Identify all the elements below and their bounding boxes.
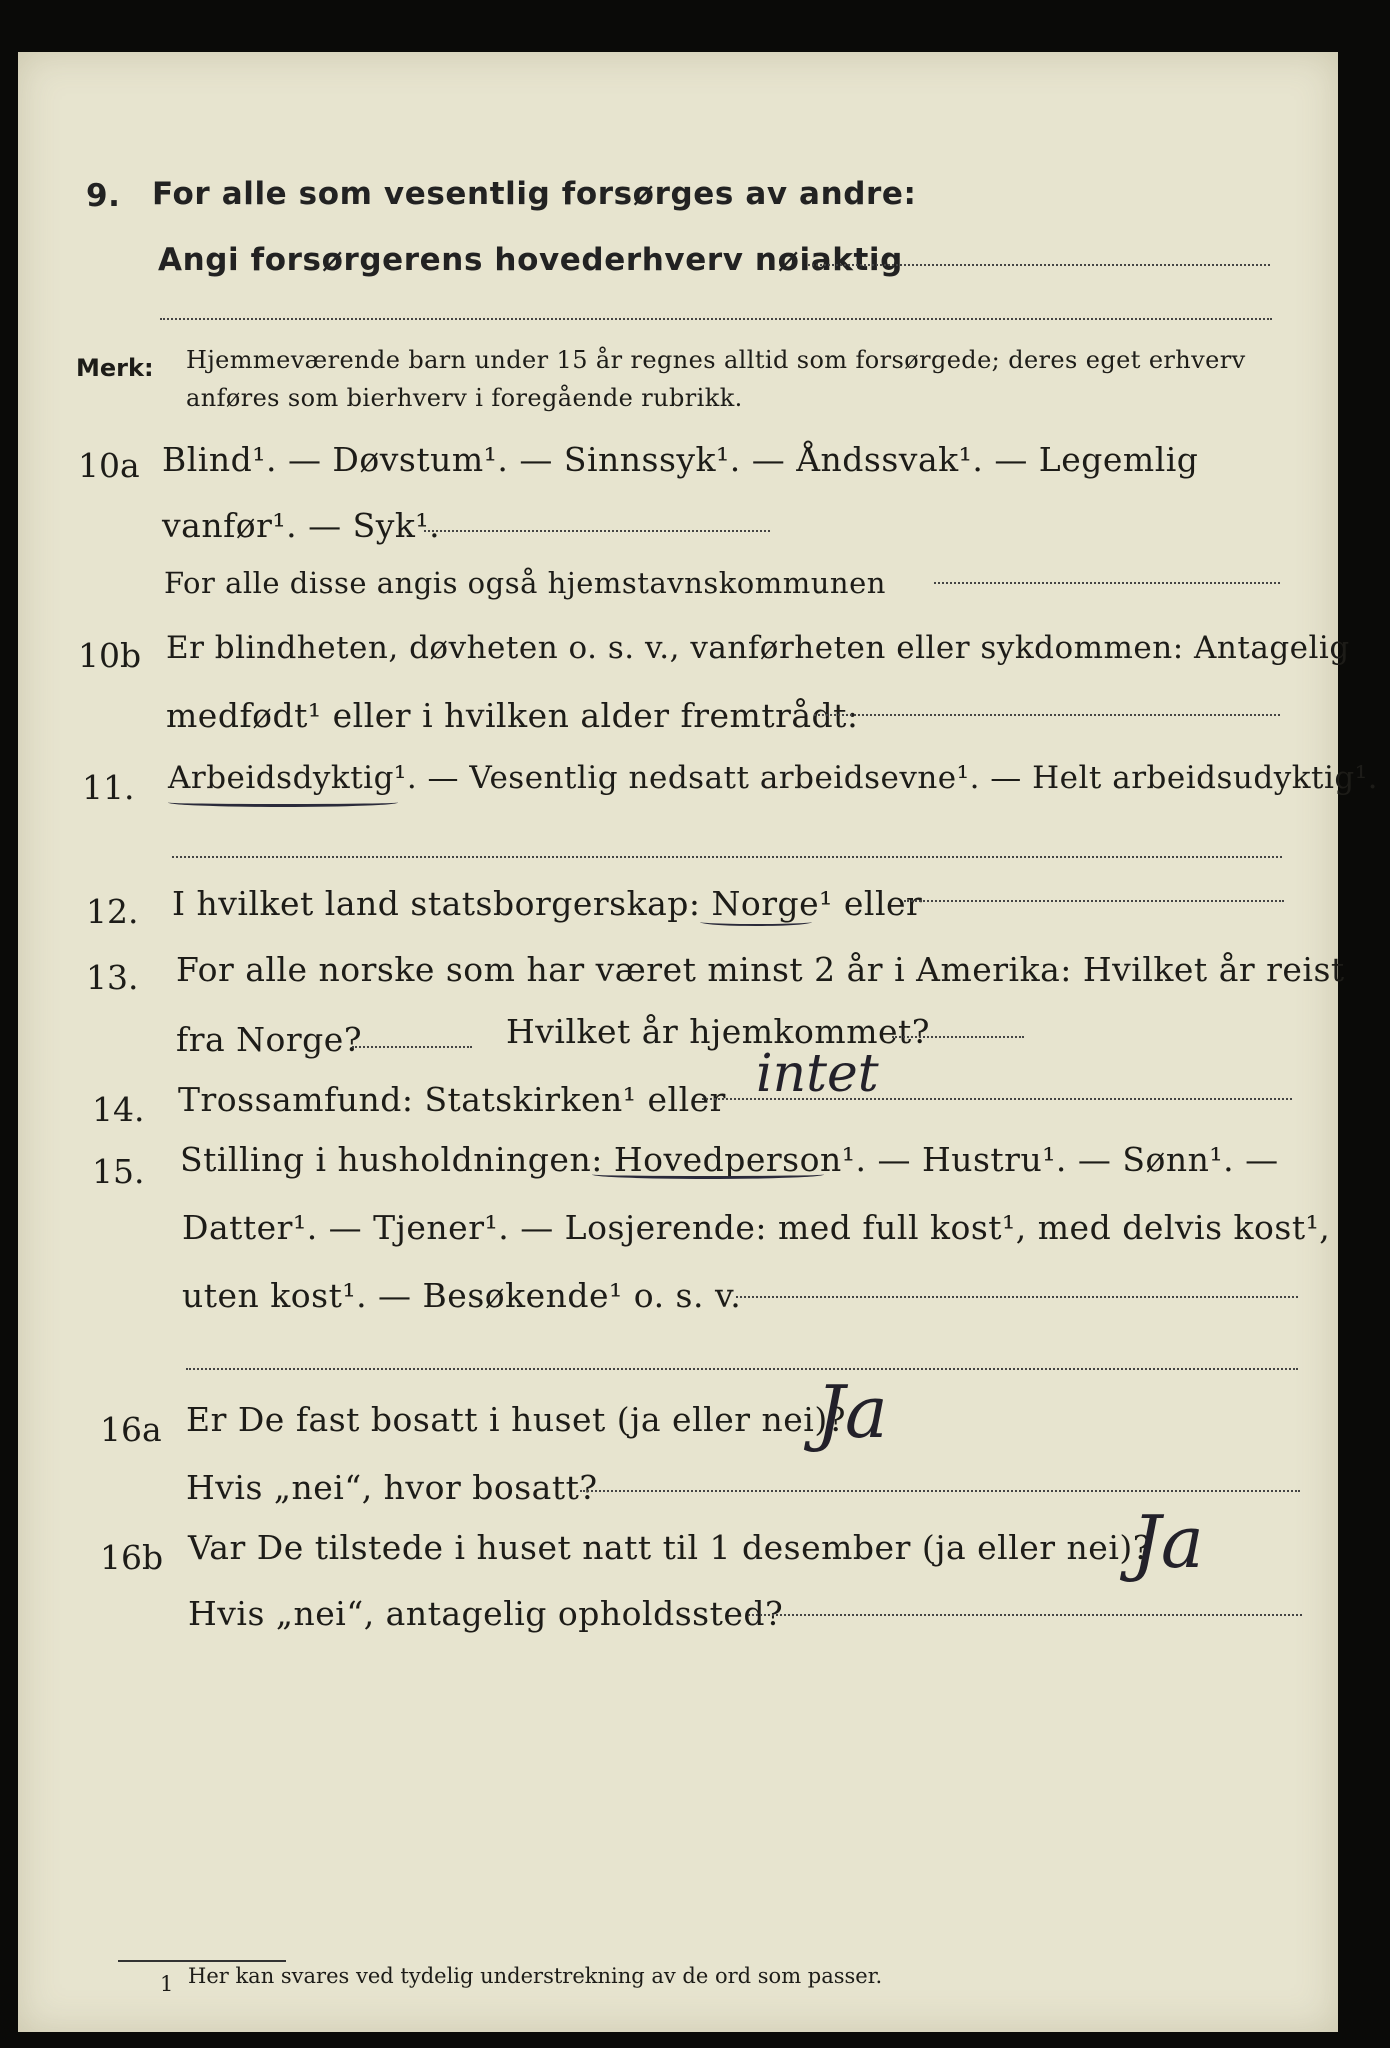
footnote-text: Her kan svares ved tydelig understrekning av de ord som passer. [188,1964,883,1988]
q14-number: 14. [92,1090,145,1129]
merk-line1: Hjemmeværende barn under 15 år regnes alltid som forsørgede; deres eget erhverv [186,346,1246,374]
q11-line1: Arbeidsdyktig¹. — Vesentlig nedsatt arbeidsevne¹. — Helt arbeidsudyktig¹. [168,760,1379,796]
q11-underline-arbeidsdyktig [168,798,398,807]
q10a-line1: Blind¹. — Døvstum¹. — Sinnssyk¹. — Åndssvak¹. — Legemlig [162,440,1199,479]
q15-fill-line-2 [186,1368,1298,1370]
q13-number: 13. [86,958,139,997]
q9-line: Angi forsørgerens hovederhverv nøiaktig [158,242,903,278]
q15-underline-hovedperson [592,1170,824,1179]
q9-title: For alle som vesentlig forsørges av andre: [152,176,917,212]
q10a-fill-line [424,530,770,532]
q12-number: 12. [86,892,139,931]
q12-fill-line [904,900,1284,902]
q13-line2b: Hvilket år hjemkommet? [506,1012,930,1051]
q9-number: 9. [86,178,121,214]
q10b-number: 10b [78,636,142,675]
q11-number: 11. [82,768,135,807]
q15-line2: Datter¹. — Tjener¹. — Losjerende: med full kost¹, med delvis kost¹, [182,1208,1331,1247]
q11-fill-line [172,856,1282,858]
q16b-handwritten-answer: Ja [1132,1500,1204,1584]
q15-line1: Stilling i husholdningen: Hovedperson¹. — Hustru¹. — Sønn¹. — [180,1140,1279,1179]
q16a-line1: Er De fast bosatt i huset (ja eller nei)? [186,1400,846,1439]
q10b-line2: medfødt¹ eller i hvilken alder fremtrådt: [166,696,859,735]
q16b-line1: Var De tilstede i huset natt til 1 desember (ja eller nei)? [188,1528,1151,1567]
q16b-line2: Hvis „nei“, antagelig opholdssted? [188,1594,784,1633]
q15-number: 15. [92,1152,145,1191]
q10a-number: 10a [78,446,140,485]
q14-line1: Trossamfund: Statskirken¹ eller [178,1080,726,1119]
q12-line1: I hvilket land statsborgerskap: Norge¹ eller [172,884,923,923]
footnote-rule [118,1960,286,1962]
q16b-number: 16b [100,1538,164,1577]
q15-line3: uten kost¹. — Besøkende¹ o. s. v. [182,1276,742,1315]
footnote-mark: 1 [160,1972,174,1996]
merk-label: Merk: [76,354,154,382]
q16a-line2: Hvis „nei“, hvor bosatt? [186,1468,598,1507]
q9-fill-line [808,264,1270,266]
q15-fill-line [736,1296,1298,1298]
q10b-fill-line [814,714,1280,716]
q16a-fill-line [580,1490,1300,1492]
q14-handwritten-answer: intet [756,1044,879,1104]
q16a-number: 16a [100,1410,162,1449]
q16b-fill-line [748,1614,1302,1616]
q16a-handwritten-answer: Ja [816,1370,888,1454]
q10a-line3: For alle disse angis også hjemstavnskommunen [164,566,886,600]
merk-line2: anføres som bierhverv i foregående rubrikk. [186,384,743,412]
q12-underline-norge [700,918,812,926]
q13-line1: For alle norske som har været minst 2 år i Amerika: Hvilket år reist [176,950,1345,989]
q10a-line2: vanfør¹. — Syk¹. [162,506,441,545]
q13-fill-line-b [892,1036,1024,1038]
q10b-line1: Er blindheten, døvheten o. s. v., vanførheten eller sykdommen: Antagelig [166,630,1350,666]
q13-fill-line-a [352,1046,472,1048]
q9-fill-line-2 [160,318,1272,320]
q10a-fill-line-2 [934,582,1280,584]
q13-line2a: fra Norge? [176,1020,363,1059]
